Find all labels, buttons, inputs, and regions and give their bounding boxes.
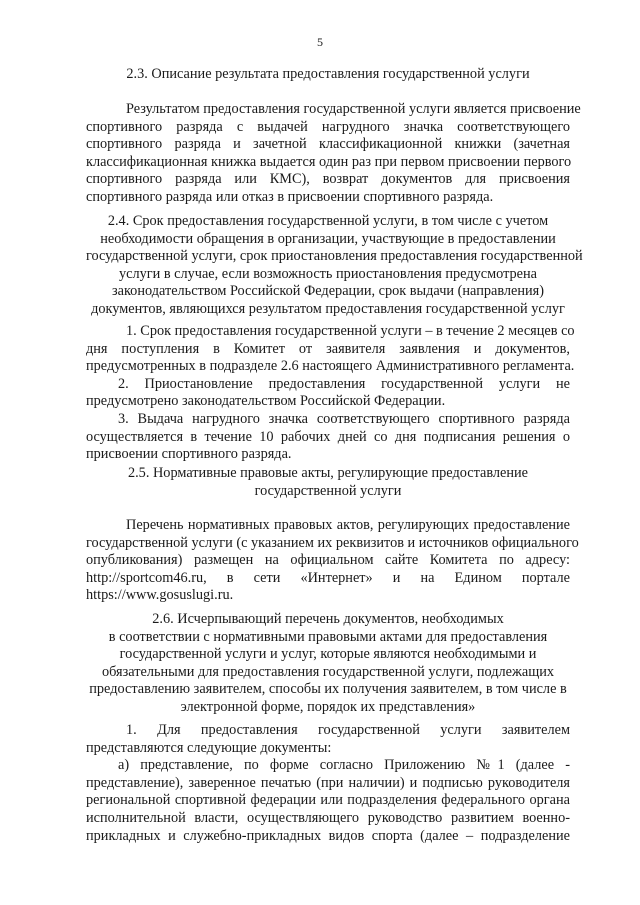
- section-2-4-heading: [86, 213, 583, 319]
- section-2-3-body: [86, 101, 581, 207]
- paragraph-line: https://www.gosuslugi.ru.: [86, 587, 234, 604]
- paragraph-line: спортивного разряда и зачетной классификационной книжки (зачетная: [86, 136, 570, 153]
- paragraph-line: классификационная книжка выдается один раз при первом присвоении первого: [86, 153, 572, 170]
- heading-line: государственной услуги: [254, 482, 402, 499]
- heading-line: в соответствии с нормативными правовыми актами для предоставления: [108, 628, 548, 645]
- section-2-6-heading: [86, 611, 570, 717]
- heading-line: документов, являющихся результатом предоставления государственной услуг: [91, 300, 565, 317]
- paragraph-line: спортивного разряда или КМС), возврат документов для присвоения: [86, 171, 570, 188]
- heading-line: 2.6. Исчерпывающий перечень документов, необходимых: [152, 611, 504, 627]
- paragraph-line: опубликования) размещен на официальном сайте Комитета по адресу:: [86, 552, 570, 569]
- paragraph-line: государственной услуги (с указанием их реквизитов и источников официального: [86, 534, 579, 551]
- heading-line: предоставлению заявителем, способы их получения заявителем, в том числе в: [89, 681, 567, 698]
- paragraph-line: http://sportcom46.ru, в сети «Интернет» и на Едином портале: [86, 569, 570, 586]
- heading-line: 2.4. Срок предоставления государственной услуги, в том числе с учетом: [107, 213, 549, 229]
- section-2-6-body: [86, 722, 570, 845]
- paragraph-line: спортивного разряда с выдачей нагрудного значка соответствующего: [86, 118, 570, 135]
- paragraph-line: предусмотренных в подразделе 2.6 настоящего Административного регламента.: [86, 358, 575, 375]
- paragraph-line: представляются следующие документы:: [86, 739, 332, 756]
- paragraph-line: 1. Срок предоставления государственной услуги – в течение 2 месяцев со: [126, 323, 575, 339]
- paragraph-line: региональной спортивной федерации или подразделения федерального органа: [86, 792, 570, 809]
- section-2-5-body: [86, 517, 579, 605]
- paragraph-line: присвоении спортивного разряда.: [86, 446, 292, 463]
- paragraph-line: Результатом предоставления государственной услуги является присвоение: [126, 101, 581, 117]
- heading-line: государственной услуги и услуг, которые являются необходимыми и: [119, 646, 537, 663]
- paragraph-line: 1. Для предоставления государственной услуги заявителем: [126, 722, 570, 738]
- heading-line: законодательством Российской Федерации, срок выдачи (направления): [111, 283, 545, 300]
- heading-line: электронной форме, порядок их представления»: [180, 698, 476, 715]
- heading-line: необходимости обращения в организации, участвующие в предоставлении: [100, 230, 556, 247]
- paragraph-line: 2. Приостановление предоставления государственной услуги не: [118, 375, 570, 392]
- paragraph-line: осуществляется в течение 10 рабочих дней со дня подписания решения о: [86, 428, 570, 445]
- paragraph-line: прикладных и служебно-прикладных видов спорта (далее – подразделение: [86, 827, 570, 844]
- paragraph-line: спортивного разряда или отказ в присвоении спортивного разряда.: [86, 188, 494, 205]
- heading-line: государственной услуги, срок приостановления предоставления государственной: [86, 248, 583, 265]
- section-2-3-heading: 2.3. Описание результата предоставления государственной услуги: [126, 66, 530, 82]
- paragraph-line: дня поступления в Комитет от заявителя заявления и документов,: [86, 340, 570, 357]
- heading-line: услуги в случае, если возможность приостановления предусмотрена: [118, 265, 538, 282]
- paragraph-line: предусмотрено законодательством Российской Федерации.: [86, 393, 446, 410]
- section-2-5-heading: [86, 465, 570, 500]
- section-2-4-body: [86, 323, 575, 464]
- paragraph-line: Перечень нормативных правовых актов, регулирующих предоставление: [126, 517, 570, 533]
- paragraph-line: 3. Выдача нагрудного значка соответствующего спортивного разряда: [118, 410, 570, 427]
- heading-line: 2.5. Нормативные правовые акты, регулирующие предоставление: [127, 465, 529, 481]
- paragraph-line: исполнительной власти, осуществляющего руководство развитием военно-: [86, 809, 570, 826]
- paragraph-line: а) представление, по форме согласно Приложению №1 (далее -: [118, 757, 570, 774]
- paragraph-line: представление), заверенное печатью (при наличии) и подписью руководителя: [86, 774, 570, 791]
- heading-line: обязательными для предоставления государственной услуги, подлежащих: [101, 663, 555, 680]
- page-number: 5: [317, 35, 323, 49]
